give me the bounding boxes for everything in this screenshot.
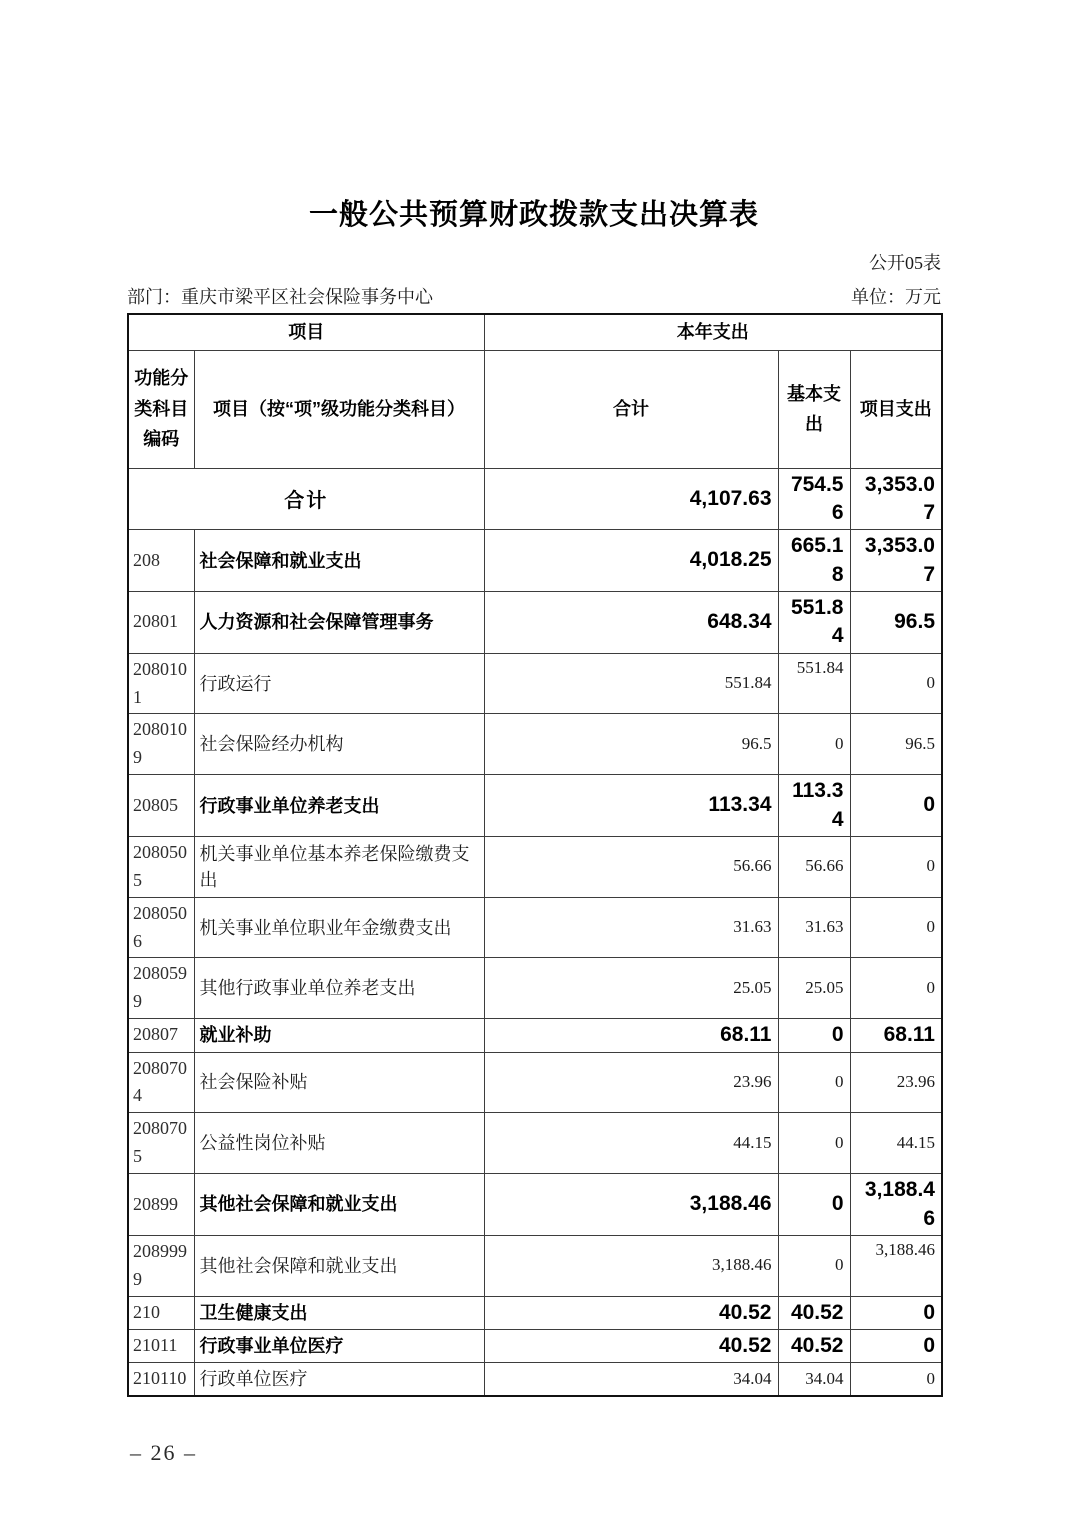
- table-row: [128, 653, 942, 714]
- basic-cell: 113.34: [778, 775, 850, 837]
- project-cell: 96.5: [850, 591, 942, 653]
- header-col-project: 项目支出: [850, 350, 942, 468]
- project-cell: 0: [850, 775, 942, 837]
- header-col-total: 合计: [484, 350, 778, 468]
- project-cell: 0: [850, 958, 942, 1019]
- code-cell: 2080109: [128, 714, 194, 775]
- header-group-year: 本年支出: [484, 314, 942, 350]
- basic-cell: 665.18: [778, 530, 850, 592]
- total-cell: 25.05: [484, 958, 778, 1019]
- item-cell: 社会保障和就业支出: [194, 530, 484, 592]
- item-cell: 社会保险补贴: [194, 1052, 484, 1113]
- item-cell: 机关事业单位基本养老保险缴费支出: [194, 836, 484, 897]
- table-row: [128, 1329, 942, 1362]
- header-col-item: 项目（按“项”级功能分类科目）: [194, 350, 484, 468]
- item-cell: 行政单位医疗: [194, 1363, 484, 1396]
- total-cell: 113.34: [484, 775, 778, 837]
- table-row: [128, 1052, 942, 1113]
- item-cell: 其他社会保障和就业支出: [194, 1235, 484, 1296]
- total-cell: 3,188.46: [484, 1174, 778, 1236]
- project-cell: 3,188.46: [850, 1174, 942, 1236]
- total-cell: 40.52: [484, 1329, 778, 1362]
- project-cell: 0: [850, 653, 942, 714]
- project-cell: 68.11: [850, 1019, 942, 1052]
- table-row: [128, 591, 942, 653]
- total-cell: 3,188.46: [484, 1235, 778, 1296]
- basic-cell: 31.63: [778, 897, 850, 958]
- table-row: [128, 1113, 942, 1174]
- total-cell: 34.04: [484, 1363, 778, 1396]
- project-cell: 0: [850, 836, 942, 897]
- table-row: [128, 1019, 942, 1052]
- total-cell: 96.5: [484, 714, 778, 775]
- code-cell: 2080506: [128, 897, 194, 958]
- project-cell: 0: [850, 1329, 942, 1362]
- item-cell: 其他社会保障和就业支出: [194, 1174, 484, 1236]
- total-cell: 44.15: [484, 1113, 778, 1174]
- item-cell: 行政事业单位医疗: [194, 1329, 484, 1362]
- item-cell: 机关事业单位职业年金缴费支出: [194, 897, 484, 958]
- table-header-columns-row: [128, 350, 942, 468]
- budget-table: [127, 313, 943, 1397]
- code-cell: 2080505: [128, 836, 194, 897]
- table-row: [128, 468, 942, 530]
- public-table-label: 公开05表: [869, 253, 941, 273]
- item-cell: 其他行政事业单位养老支出: [194, 958, 484, 1019]
- basic-cell: 551.84: [778, 653, 850, 714]
- code-cell: 2080101: [128, 653, 194, 714]
- code-cell: 210: [128, 1296, 194, 1329]
- unit-label: 单位：万元: [851, 287, 941, 307]
- basic-cell: 25.05: [778, 958, 850, 1019]
- table-row: [128, 530, 942, 592]
- code-cell: 2080599: [128, 958, 194, 1019]
- header-col-code: 功能分类科目编码: [128, 350, 194, 468]
- project-cell: 96.5: [850, 714, 942, 775]
- basic-cell: 0: [778, 1019, 850, 1052]
- code-cell: 210110: [128, 1363, 194, 1396]
- code-cell: 20807: [128, 1019, 194, 1052]
- project-cell: 3,188.46: [850, 1235, 942, 1296]
- total-cell: 40.52: [484, 1296, 778, 1329]
- table-header-group-row: [128, 314, 942, 350]
- project-cell: 23.96: [850, 1052, 942, 1113]
- page-title: 一般公共预算财政拨款支出决算表: [308, 199, 759, 231]
- item-cell: 卫生健康支出: [194, 1296, 484, 1329]
- total-cell: 31.63: [484, 897, 778, 958]
- basic-cell: 0: [778, 1235, 850, 1296]
- item-cell: 行政事业单位养老支出: [194, 775, 484, 837]
- item-cell: 社会保险经办机构: [194, 714, 484, 775]
- table-row: [128, 836, 942, 897]
- project-cell: 44.15: [850, 1113, 942, 1174]
- project-cell: 0: [850, 1363, 942, 1396]
- code-cell: 20805: [128, 775, 194, 837]
- total-cell: 23.96: [484, 1052, 778, 1113]
- table-row: [128, 958, 942, 1019]
- item-cell: 行政运行: [194, 653, 484, 714]
- basic-cell: 34.04: [778, 1363, 850, 1396]
- basic-cell: 40.52: [778, 1329, 850, 1362]
- basic-cell: 0: [778, 1052, 850, 1113]
- item-cell: 就业补助: [194, 1019, 484, 1052]
- total-cell: 56.66: [484, 836, 778, 897]
- page-number: – 26 –: [130, 1440, 197, 1465]
- item-cell: 合计: [128, 468, 484, 530]
- total-cell: 648.34: [484, 591, 778, 653]
- basic-cell: 40.52: [778, 1296, 850, 1329]
- project-cell: 3,353.07: [850, 530, 942, 592]
- table-row: [128, 775, 942, 837]
- basic-cell: 56.66: [778, 836, 850, 897]
- basic-cell: 551.84: [778, 591, 850, 653]
- header-group-item: 项目: [128, 314, 484, 350]
- project-cell: 0: [850, 897, 942, 958]
- table-row: [128, 1174, 942, 1236]
- code-cell: 2080705: [128, 1113, 194, 1174]
- code-cell: 20899: [128, 1174, 194, 1236]
- project-cell: 3,353.07: [850, 468, 942, 530]
- code-cell: 2089999: [128, 1235, 194, 1296]
- total-cell: 68.11: [484, 1019, 778, 1052]
- table-row: [128, 1235, 942, 1296]
- code-cell: 2080704: [128, 1052, 194, 1113]
- total-cell: 551.84: [484, 653, 778, 714]
- total-cell: 4,107.63: [484, 468, 778, 530]
- item-cell: 人力资源和社会保障管理事务: [194, 591, 484, 653]
- department-label: 部门：重庆市梁平区社会保险事务中心: [127, 287, 433, 307]
- total-cell: 4,018.25: [484, 530, 778, 592]
- basic-cell: 0: [778, 1174, 850, 1236]
- project-cell: 0: [850, 1296, 942, 1329]
- table-row: [128, 1296, 942, 1329]
- header-col-basic: 基本支出: [778, 350, 850, 468]
- table-row: [128, 1363, 942, 1396]
- code-cell: 20801: [128, 591, 194, 653]
- meta-line: [127, 283, 941, 309]
- code-cell: 21011: [128, 1329, 194, 1362]
- code-cell: 208: [128, 530, 194, 592]
- basic-cell: 0: [778, 714, 850, 775]
- item-cell: 公益性岗位补贴: [194, 1113, 484, 1174]
- table-row: [128, 714, 942, 775]
- basic-cell: 0: [778, 1113, 850, 1174]
- basic-cell: 754.56: [778, 468, 850, 530]
- document-content: [127, 0, 941, 1397]
- table-row: [128, 897, 942, 958]
